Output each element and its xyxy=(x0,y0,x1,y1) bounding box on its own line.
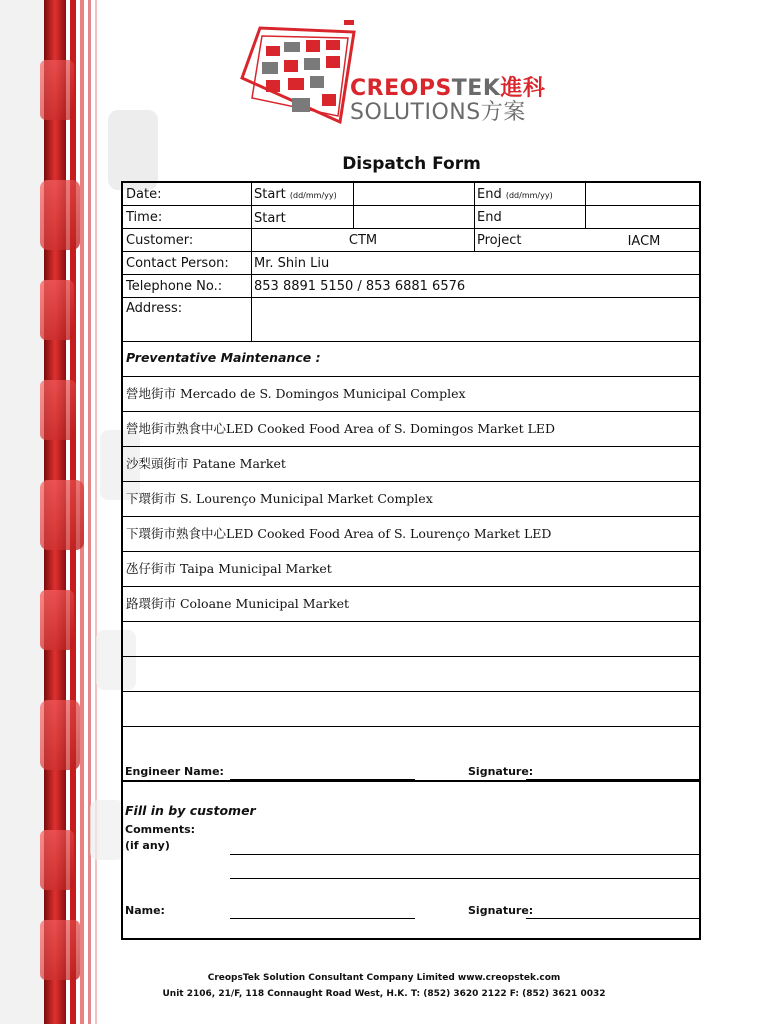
maintenance-item: 沙梨頭街市 Patane Market xyxy=(126,456,286,471)
brand-name-gray: TEK xyxy=(451,76,501,101)
comments-line-1[interactable] xyxy=(230,854,701,855)
project-value: IACM xyxy=(627,234,661,249)
brand-name-red: CREOPS xyxy=(350,76,452,101)
date-end xyxy=(477,188,553,201)
time-start-label: Start xyxy=(254,211,286,226)
maintenance-item: 營地街市熟食中心LED Cooked Food Area of S. Domingos Market LED xyxy=(126,421,556,436)
form-title: Dispatch Form xyxy=(342,154,481,174)
telephone-label: Telephone No.: xyxy=(126,279,223,294)
customer-section-heading: Fill in by customer xyxy=(125,803,256,818)
time-end-label: End xyxy=(477,210,502,225)
footer-line-2: Unit 2106, 21/F, 118 Connaught Road West, H.K. T: (852) 3620 2122 F: (852) 3621 0032 xyxy=(162,989,606,999)
maintenance-heading: Preventative Maintenance : xyxy=(126,350,321,365)
customer-name-label: Name: xyxy=(125,904,165,917)
brand-chinese-2: 方案 xyxy=(480,100,526,125)
customer-name-field[interactable] xyxy=(230,918,415,919)
address-field[interactable] xyxy=(254,300,694,338)
customer-signature-field[interactable] xyxy=(526,918,701,919)
date-end-label: End xyxy=(477,187,502,202)
customer-signature-label: Signature: xyxy=(468,904,534,917)
brand-line2: SOLUTIONS xyxy=(350,100,481,125)
time-start-field[interactable] xyxy=(356,209,470,226)
comments-hint: (if any) xyxy=(125,839,170,852)
date-start-label: Start xyxy=(254,187,286,202)
date-end-hint: (dd/mm/yy) xyxy=(505,191,553,200)
brand-name xyxy=(350,78,545,124)
address-label: Address: xyxy=(126,301,183,316)
engineer-name-label: Engineer Name: xyxy=(125,765,224,778)
maintenance-item: 營地街市 Mercado de S. Domingos Municipal Complex xyxy=(126,386,466,401)
time-label: Time: xyxy=(126,210,163,225)
engineer-signature-label: Signature: xyxy=(468,765,534,778)
footer-line-1: CreopsTek Solution Consultant Company Limited www.creopstek.com xyxy=(207,973,561,983)
contact-label: Contact Person: xyxy=(126,256,229,271)
telephone-value: 853 8891 5150 / 853 6881 6576 xyxy=(254,279,466,294)
date-start xyxy=(254,188,337,201)
customer-label: Customer: xyxy=(126,233,194,248)
engineer-signature-field[interactable] xyxy=(526,779,701,780)
time-end-field[interactable] xyxy=(588,209,698,226)
comments-label: Comments: xyxy=(125,823,196,836)
brand-chinese-1: 進科 xyxy=(500,76,546,101)
maintenance-item: 氹仔街市 Taipa Municipal Market xyxy=(126,561,332,576)
date-start-hint: (dd/mm/yy) xyxy=(289,191,337,200)
comments-line-2[interactable] xyxy=(230,878,701,879)
maintenance-item: 下環街市 S. Lourenço Municipal Market Complex xyxy=(126,491,433,506)
date-label: Date: xyxy=(126,187,162,202)
engineer-name-field[interactable] xyxy=(230,779,415,780)
date-start-field[interactable] xyxy=(356,186,470,203)
customer-value: CTM xyxy=(348,233,378,248)
project-label: Project xyxy=(477,233,522,248)
contact-value: Mr. Shin Liu xyxy=(254,256,330,271)
maintenance-item: 路環街市 Coloane Municipal Market xyxy=(126,596,350,611)
maintenance-item: 下環街市熟食中心LED Cooked Food Area of S. Lourenço Market LED xyxy=(126,526,552,541)
date-end-field[interactable] xyxy=(588,186,698,203)
dispatch-form xyxy=(121,181,701,940)
